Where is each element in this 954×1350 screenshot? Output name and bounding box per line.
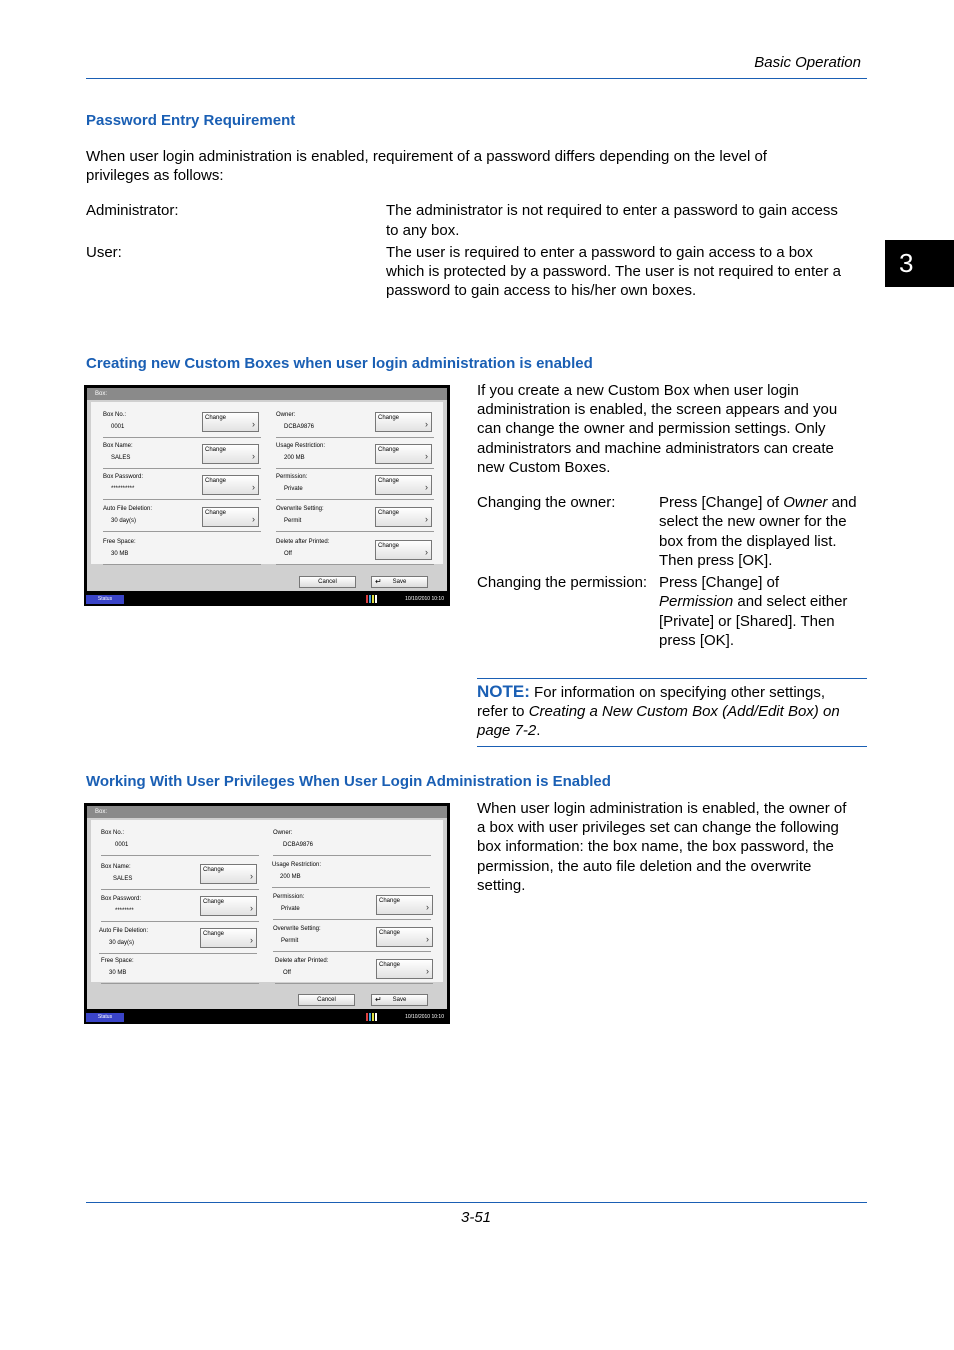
- chevron-right-icon: ›: [426, 902, 429, 912]
- paragraph-line: administration is enabled, the screen appears and you: [477, 401, 838, 418]
- change-delete-after-printed-button[interactable]: Change ›: [376, 959, 433, 979]
- field-label: Owner:: [273, 830, 293, 836]
- datetime: 10/10/2010 10:10: [405, 1014, 444, 1020]
- change-box-name-button[interactable]: Change ›: [202, 444, 259, 464]
- field-value: 200 MB: [284, 455, 305, 461]
- chevron-right-icon: ›: [425, 419, 428, 429]
- field-label: Delete after Printed:: [275, 958, 329, 964]
- field-value: Off: [284, 551, 292, 557]
- paragraph-line: can change the owner and permission settings. Only: [477, 420, 826, 437]
- field-value: 30 MB: [109, 970, 127, 976]
- term-changing-permission: Changing the permission:: [477, 574, 648, 591]
- field-label: Box No.:: [103, 412, 127, 418]
- change-usage-restriction-button[interactable]: Change ›: [375, 444, 432, 464]
- field-value: 30 day(s): [111, 518, 137, 524]
- field-free-space: [103, 535, 261, 565]
- paragraph-line: new Custom Boxes.: [477, 459, 611, 476]
- section-heading-user-privileges: Working With User Privileges When User Login Administration is Enabled: [86, 773, 611, 790]
- change-box-password-button[interactable]: Change ›: [200, 896, 257, 916]
- field-label: Box No.:: [101, 830, 125, 836]
- save-button[interactable]: ↵ Save: [371, 576, 428, 588]
- field-value: Private: [281, 906, 300, 912]
- definition-line: Press [Change] of: [659, 574, 780, 591]
- chevron-right-icon: ›: [252, 451, 255, 461]
- definition-line: The administrator is not required to enter a password to gain access: [386, 202, 838, 219]
- definition-line: select the new owner for the: [659, 513, 847, 530]
- field-free-space: [101, 954, 259, 984]
- field-value: 0001: [115, 842, 129, 848]
- change-auto-file-deletion-button[interactable]: Change ›: [202, 507, 259, 527]
- running-header: Basic Operation: [754, 54, 861, 71]
- change-owner-button[interactable]: Change ›: [375, 412, 432, 432]
- field-value: SALES: [113, 876, 133, 882]
- field-label: Auto File Deletion:: [99, 928, 149, 934]
- box-screen-user-privileges: [84, 803, 450, 1024]
- field-label: Delete after Printed:: [276, 539, 330, 545]
- definition-line: which is protected by a password. The user is not required to enter a: [386, 263, 841, 280]
- status-bar: [84, 1011, 450, 1024]
- field-owner: [273, 826, 431, 856]
- field-label: Overwrite Setting:: [273, 926, 321, 932]
- chapter-tab: 3: [885, 240, 954, 287]
- term-user: User:: [86, 244, 122, 261]
- section-heading-password-entry: Password Entry Requirement: [86, 112, 296, 129]
- change-box-no-button[interactable]: Change ›: [202, 412, 259, 432]
- status-button[interactable]: Status: [86, 595, 124, 604]
- toner-level-icon: [366, 595, 378, 603]
- field-label: Box Password:: [101, 896, 142, 902]
- paragraph-line: box information: the box name, the box password, the: [477, 838, 834, 855]
- intro-line: When user login administration is enabled, requirement of a password differs depending on the level of: [86, 148, 767, 165]
- field-value: DCBA9876: [284, 424, 315, 430]
- field-usage-restriction: [272, 858, 430, 888]
- chevron-right-icon: ›: [250, 871, 253, 881]
- chevron-right-icon: ›: [252, 514, 255, 524]
- field-value: Off: [283, 970, 291, 976]
- enter-icon: ↵: [375, 995, 382, 1004]
- paragraph-line: a box with user privileges set can change the following: [477, 819, 839, 836]
- field-label: Box Name:: [101, 864, 131, 870]
- field-label: Box Name:: [103, 443, 133, 449]
- window-title: Box:: [87, 388, 447, 400]
- definition-line: Then press [OK].: [659, 552, 773, 569]
- box-window: [87, 388, 447, 591]
- page-number: 3-51: [461, 1209, 492, 1226]
- paragraph-line: permission, the auto file deletion and the overwrite: [477, 858, 812, 875]
- note-line: refer to Creating a New Custom Box (Add/Edit Box) on: [477, 703, 840, 720]
- field-box-no: [101, 826, 259, 856]
- box-settings-panel: [91, 402, 443, 564]
- field-value: SALES: [111, 455, 131, 461]
- chevron-right-icon: ›: [425, 547, 428, 557]
- chevron-right-icon: ›: [425, 482, 428, 492]
- field-label: Usage Restriction:: [276, 443, 326, 449]
- cancel-button[interactable]: Cancel: [299, 576, 356, 588]
- note-bottom-rule: [477, 746, 867, 747]
- button-bar: [91, 573, 443, 589]
- datetime: 10/10/2010 10:10: [405, 596, 444, 602]
- note-line: NOTE: For information on specifying other settings,: [477, 682, 826, 701]
- field-label: Owner:: [276, 412, 296, 418]
- term-administrator: Administrator:: [86, 202, 179, 219]
- status-button[interactable]: Status: [86, 1013, 124, 1022]
- note-line: page 7-2.: [477, 722, 541, 739]
- field-label: Permission:: [273, 894, 305, 900]
- change-box-password-button[interactable]: Change ›: [202, 475, 259, 495]
- field-value: 30 MB: [111, 551, 129, 557]
- field-value: 0001: [111, 424, 125, 430]
- field-value: Permit: [284, 518, 302, 524]
- change-permission-button[interactable]: Change ›: [375, 475, 432, 495]
- paragraph-line: If you create a new Custom Box when user login: [477, 382, 799, 399]
- field-value: Private: [284, 486, 303, 492]
- field-label: Free Space:: [101, 958, 134, 964]
- chevron-right-icon: ›: [426, 966, 429, 976]
- paragraph-line: setting.: [477, 877, 526, 894]
- definition-line: password to gain access to his/her own boxes.: [386, 282, 697, 299]
- field-label: Auto File Deletion:: [103, 506, 153, 512]
- definition-line: box from the displayed list.: [659, 533, 837, 550]
- header-rule: [86, 78, 867, 79]
- section-heading-creating-boxes: Creating new Custom Boxes when user login administration is enabled: [86, 355, 593, 372]
- change-box-name-button[interactable]: Change ›: [200, 864, 257, 884]
- paragraph-line: When user login administration is enabled, the owner of: [477, 800, 847, 817]
- change-overwrite-setting-button[interactable]: Change ›: [375, 507, 432, 527]
- definition-line: The user is required to enter a password to gain access to a box: [386, 244, 813, 261]
- change-auto-file-deletion-button[interactable]: Change ›: [200, 928, 257, 948]
- definition-line: [Private] or [Shared]. Then: [659, 613, 835, 630]
- chevron-right-icon: ›: [250, 935, 253, 945]
- field-value: **********: [111, 486, 135, 492]
- save-button[interactable]: ↵ Save: [371, 994, 428, 1006]
- field-label: Free Space:: [103, 539, 136, 545]
- chevron-right-icon: ›: [426, 934, 429, 944]
- definition-line: Press [Change] of Owner and: [659, 494, 857, 511]
- button-bar: [91, 991, 443, 1007]
- chevron-right-icon: ›: [252, 482, 255, 492]
- chevron-right-icon: ›: [252, 419, 255, 429]
- cancel-button[interactable]: Cancel: [298, 994, 355, 1006]
- field-value: 30 day(s): [109, 940, 135, 946]
- chevron-right-icon: ›: [425, 451, 428, 461]
- field-label: Box Password:: [103, 474, 144, 480]
- field-label: Usage Restriction:: [272, 862, 322, 868]
- field-label: Permission:: [276, 474, 308, 480]
- field-value: Permit: [281, 938, 299, 944]
- box-window: [87, 806, 447, 1009]
- status-bar: [84, 593, 450, 606]
- term-changing-owner: Changing the owner:: [477, 494, 616, 511]
- chevron-right-icon: ›: [425, 514, 428, 524]
- box-screen-create: [84, 385, 450, 606]
- change-permission-button[interactable]: Change ›: [376, 895, 433, 915]
- toner-level-icon: [366, 1013, 378, 1021]
- definition-line: press [OK].: [659, 632, 735, 649]
- intro-line: privileges as follows:: [86, 167, 224, 184]
- window-title: Box:: [87, 806, 447, 818]
- definition-line: Permission and select either: [659, 593, 848, 610]
- footer-rule: [86, 1202, 867, 1203]
- enter-icon: ↵: [375, 577, 382, 586]
- change-overwrite-setting-button[interactable]: Change ›: [376, 927, 433, 947]
- note-top-rule: [477, 678, 867, 679]
- chevron-right-icon: ›: [250, 903, 253, 913]
- box-settings-panel: [91, 820, 443, 982]
- definition-line: to any box.: [386, 222, 460, 239]
- field-value: ********: [115, 908, 134, 914]
- field-value: 200 MB: [280, 874, 301, 880]
- field-label: Overwrite Setting:: [276, 506, 324, 512]
- field-value: DCBA9876: [283, 842, 314, 848]
- paragraph-line: administrators and machine administrators can create: [477, 440, 834, 457]
- change-delete-after-printed-button[interactable]: Change ›: [375, 540, 432, 560]
